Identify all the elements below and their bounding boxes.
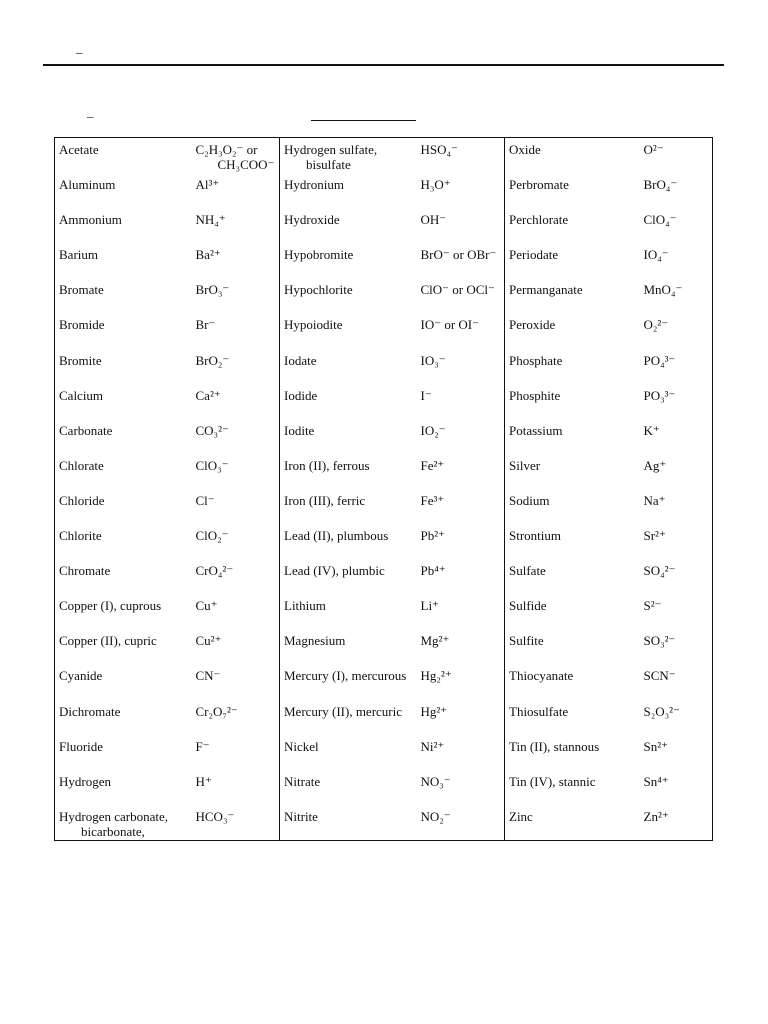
ion-formula: Cl⁻: [195, 492, 215, 508]
ion-formula: Ca²⁺: [195, 387, 221, 403]
ion-name-cell: [505, 313, 640, 348]
ion-formula: Mg²⁺: [420, 633, 450, 649]
ion-formula-cell: [640, 664, 713, 699]
ion-name-cell: [55, 173, 192, 208]
ion-name-cell: [505, 559, 640, 594]
table-row: [55, 735, 713, 770]
ion-formula-cell: [192, 594, 280, 629]
ion-formula: MnO₄⁻: [643, 282, 683, 298]
ion-formula: BrO₄⁻: [643, 177, 678, 193]
ion-name-cell: [280, 735, 417, 770]
ion-name: Fluoride: [59, 738, 104, 754]
ion-name-cell: [55, 700, 192, 735]
ion-name: Cyanide: [59, 668, 103, 684]
ion-name-cell: [55, 524, 192, 559]
ion-formula: S²⁻: [643, 598, 662, 614]
ion-name: Strontium: [509, 528, 562, 544]
ion-name-cell: [55, 770, 192, 805]
ion-name: Periodate: [509, 247, 559, 263]
ion-formula-cell: [192, 735, 280, 770]
ion-formula-cell: [640, 349, 713, 384]
ion-name-cell: [280, 770, 417, 805]
ion-formula: CN⁻: [195, 668, 221, 684]
ion-formula-cell: [640, 138, 713, 174]
ion-formula: IO₄⁻: [643, 247, 669, 263]
ion-formula: Li⁺: [420, 598, 439, 614]
ion-name: Dichromate: [59, 703, 121, 719]
ion-formula: O₂²⁻: [643, 317, 669, 333]
ion-name: Iodite: [284, 422, 315, 438]
ion-formula-cell: [192, 524, 280, 559]
ion-name-cell: [280, 664, 417, 699]
ion-name-cell: [505, 805, 640, 841]
ion-formula: F⁻: [195, 738, 210, 754]
ion-formula-cell: [640, 770, 713, 805]
ion-name-cell: [55, 384, 192, 419]
table-row: [55, 489, 713, 524]
ion-name: Iron (III), ferric: [284, 492, 366, 508]
ion-formula: BrO⁻ or OBr⁻: [420, 247, 497, 263]
ion-formula-cell: [417, 208, 505, 243]
table-row: [55, 278, 713, 313]
ion-formula: CrO₄²⁻: [195, 563, 234, 579]
ion-formula-cell: [417, 138, 505, 174]
ion-name-cell: [505, 419, 640, 454]
ion-name-cell: [505, 524, 640, 559]
table-row: [55, 138, 713, 174]
ion-name-cell: [505, 454, 640, 489]
ion-table-body: [55, 138, 713, 841]
ion-formula: Cr₂O₇²⁻: [195, 703, 238, 719]
ion-name-cell: [55, 454, 192, 489]
ion-name-cell: [55, 208, 192, 243]
ion-name-cell: [55, 489, 192, 524]
ion-name-cell: [55, 805, 192, 841]
ion-formula-cell: [417, 349, 505, 384]
ion-formula: Pb⁴⁺: [420, 563, 446, 579]
ion-name: Sulfite: [509, 633, 544, 649]
ion-formula-cell: [192, 770, 280, 805]
ion-formula-cell: [192, 278, 280, 313]
ion-formula: Hg²⁺: [420, 703, 448, 719]
ion-name-cell: [280, 313, 417, 348]
ion-name-cell: [280, 454, 417, 489]
ion-name: Lithium: [284, 598, 326, 614]
ion-formula-cell: [640, 805, 713, 841]
ion-formula-cell: [417, 384, 505, 419]
table-row: [55, 559, 713, 594]
table-row: [55, 454, 713, 489]
ion-formula-cell: [417, 243, 505, 278]
ion-formula-cell: [640, 489, 713, 524]
table-row: [55, 173, 713, 208]
ion-name: Ammonium: [59, 212, 122, 228]
ion-name-cell: [505, 735, 640, 770]
ion-formula-cell: [192, 664, 280, 699]
ion-formula: S₂O₃²⁻: [643, 703, 680, 719]
ion-name-cell: [505, 138, 640, 174]
table-row: [55, 805, 713, 841]
ion-name: Aluminum: [59, 177, 116, 193]
ion-formula-cell: [417, 559, 505, 594]
ion-name: Mercury (II), mercuric: [284, 703, 403, 719]
ion-formula: Sn²⁺: [643, 738, 668, 754]
ion-name: Hypobromite: [284, 247, 354, 263]
ion-formula-cell: [640, 559, 713, 594]
ion-name: Nickel: [284, 738, 319, 754]
ion-formula: O²⁻: [643, 142, 664, 157]
ion-formula: SO₄²⁻: [643, 563, 676, 579]
ion-name-cell: [505, 173, 640, 208]
ion-formula: IO₃⁻: [420, 352, 446, 368]
ion-formula: C₂H₃O₂⁻ or: [195, 142, 258, 157]
ion-name-cell: [280, 594, 417, 629]
ion-formula-cell: [192, 629, 280, 664]
table-row: [55, 349, 713, 384]
ion-formula: CO₃²⁻: [195, 422, 229, 438]
ion-formula: Cu⁺: [195, 598, 218, 614]
ion-name-cell: [505, 208, 640, 243]
ion-formula-cell: [640, 278, 713, 313]
ion-name: Tin (IV), stannic: [509, 773, 596, 789]
ion-name: Silver: [509, 457, 541, 473]
ion-formula-cell: [417, 524, 505, 559]
ion-name-cell: [55, 278, 192, 313]
ion-formula-cell: [192, 349, 280, 384]
ion-formula-cell: [192, 173, 280, 208]
ion-formula: I⁻: [420, 387, 432, 403]
ion-name: Perchlorate: [509, 212, 569, 228]
ion-name-cell: [505, 664, 640, 699]
ion-name-cell: [280, 805, 417, 841]
ion-formula: NO₃⁻: [420, 773, 451, 789]
ion-name: Hydrogen carbonate,: [59, 808, 169, 824]
ion-formula-cell: [640, 243, 713, 278]
ion-formula-cell: [417, 629, 505, 664]
ion-formula: BrO₂⁻: [195, 352, 230, 368]
ion-name-cell: [55, 629, 192, 664]
ion-formula: Zn²⁺: [643, 808, 669, 824]
table-row: [55, 700, 713, 735]
ion-formula-cell: [192, 208, 280, 243]
ion-formula-cell: [640, 524, 713, 559]
ion-name-cell: [55, 313, 192, 348]
ion-name: Lead (II), plumbous: [284, 528, 389, 544]
ion-name-cell: [280, 489, 417, 524]
ion-formula-cell: [192, 138, 280, 174]
ion-formula-cell: [640, 313, 713, 348]
ion-name-cell: [505, 243, 640, 278]
table-row: [55, 770, 713, 805]
ion-name: Bromate: [59, 282, 104, 298]
ion-name-cell: [55, 594, 192, 629]
table-row: [55, 419, 713, 454]
ion-name: Potassium: [509, 422, 563, 438]
ion-formula-cell: [192, 454, 280, 489]
ion-name-cell: [280, 138, 417, 174]
ion-name: Iodate: [284, 352, 317, 368]
ion-name-cell: [55, 349, 192, 384]
ion-formula-cell: [640, 419, 713, 454]
ion-formula-cell: [417, 594, 505, 629]
ion-name: Thiosulfate: [509, 703, 569, 719]
table-row: [55, 594, 713, 629]
ion-formula: H⁺: [195, 773, 212, 789]
ion-formula-cell: [192, 313, 280, 348]
ion-name: Thiocyanate: [509, 668, 574, 684]
ion-name-cell: [55, 559, 192, 594]
subheader-mark: _: [87, 104, 94, 119]
ion-formula-cell: [640, 173, 713, 208]
ion-name-cell: [280, 208, 417, 243]
ion-formula-cell: [417, 313, 505, 348]
ion-name: Sulfide: [509, 598, 547, 614]
ion-formula: Pb²⁺: [420, 528, 445, 544]
ion-name: Chlorite: [59, 528, 102, 544]
ion-name: Chloride: [59, 492, 105, 508]
ion-name-cell: [505, 384, 640, 419]
ion-name: Hypoiodite: [284, 317, 343, 333]
ion-name: Barium: [59, 247, 98, 263]
ion-formula: OH⁻: [420, 212, 447, 228]
table-row: [55, 629, 713, 664]
ion-name-cell: [505, 489, 640, 524]
ion-name: Permanganate: [509, 282, 583, 298]
ion-formula: CH₃COO⁻: [217, 157, 275, 172]
ion-name-cell: [280, 559, 417, 594]
ion-name: Nitrite: [284, 808, 318, 824]
ion-formula: HSO₄⁻: [420, 142, 458, 157]
ion-formula-cell: [417, 770, 505, 805]
ion-name: Phosphite: [509, 387, 561, 403]
ion-formula-cell: [640, 735, 713, 770]
ion-formula-cell: [192, 700, 280, 735]
ion-name: Bromide: [59, 317, 105, 333]
ion-formula: Hg₂²⁺: [420, 668, 452, 684]
ion-name: Chlorate: [59, 457, 104, 473]
ion-name-cell: [280, 700, 417, 735]
ion-name: Sodium: [509, 492, 550, 508]
ion-formula-cell: [640, 594, 713, 629]
ion-formula: Sr²⁺: [643, 528, 666, 544]
ion-name: Copper (I), cuprous: [59, 598, 162, 614]
ion-name-cell: [280, 524, 417, 559]
ion-formula: Ba²⁺: [195, 247, 221, 263]
ion-name: Calcium: [59, 387, 104, 403]
ion-name: Bromite: [59, 352, 102, 368]
ion-formula: Ag⁺: [643, 457, 667, 473]
ion-name-cell: [55, 735, 192, 770]
ion-name: Hydronium: [284, 177, 344, 193]
ion-formula: PO₃³⁻: [643, 387, 676, 403]
ion-formula: ClO₂⁻: [195, 528, 229, 544]
ion-formula: NO₂⁻: [420, 808, 451, 824]
table-row: [55, 384, 713, 419]
ion-formula: Ni²⁺: [420, 738, 445, 754]
ion-formula: IO₂⁻: [420, 422, 446, 438]
ion-name-cell: [280, 278, 417, 313]
ion-formula: Sn⁴⁺: [643, 773, 669, 789]
ion-formula-cell: [192, 384, 280, 419]
ion-formula: SCN⁻: [643, 668, 676, 684]
ion-name-cell: [55, 419, 192, 454]
ion-name-cell: [55, 138, 192, 174]
ion-name-line2: bicarbonate,: [81, 823, 145, 839]
ion-formula: HCO₃⁻: [195, 808, 235, 824]
ion-name: Phosphate: [509, 352, 563, 368]
ion-formula-cell: [192, 559, 280, 594]
table-row: [55, 524, 713, 559]
table-row: [55, 664, 713, 699]
ion-formula-cell: [192, 243, 280, 278]
header-rule: [43, 64, 724, 66]
ion-formula-cell: [640, 629, 713, 664]
ion-name-cell: [280, 419, 417, 454]
ion-name: Mercury (I), mercurous: [284, 668, 407, 684]
ion-name: Carbonate: [59, 422, 113, 438]
ion-formula: Cu²⁺: [195, 633, 222, 649]
ion-name: Hydroxide: [284, 212, 340, 228]
ion-name: Acetate: [59, 142, 99, 157]
header-mark: _: [76, 40, 83, 55]
ion-name-cell: [505, 770, 640, 805]
ion-formula-cell: [417, 454, 505, 489]
fill-in-blank-line: [311, 120, 416, 121]
ion-formula: ClO₃⁻: [195, 457, 229, 473]
ion-formula-cell: [417, 735, 505, 770]
ion-formula-cell: [192, 489, 280, 524]
ion-name: Iron (II), ferrous: [284, 457, 370, 473]
ion-formula: ClO₄⁻: [643, 212, 677, 228]
ion-name: Zinc: [509, 808, 533, 824]
ion-name-cell: [280, 349, 417, 384]
ion-name-cell: [505, 349, 640, 384]
ion-formula-cell: [417, 173, 505, 208]
ion-formula-cell: [417, 278, 505, 313]
ion-name: Chromate: [59, 563, 111, 579]
ion-formula-cell: [640, 384, 713, 419]
ion-name: Hydrogen: [59, 773, 111, 789]
ion-formula-cell: [417, 419, 505, 454]
ion-formula-cell: [417, 489, 505, 524]
ion-name: Lead (IV), plumbic: [284, 563, 385, 579]
ion-name-cell: [55, 243, 192, 278]
ion-formula: H₃O⁺: [420, 177, 451, 193]
table-row: [55, 313, 713, 348]
ion-formula: IO⁻ or OI⁻: [420, 317, 479, 333]
ion-formula: Fe³⁺: [420, 492, 445, 508]
table-row: [55, 243, 713, 278]
ion-formula: Al³⁺: [195, 177, 220, 193]
ion-formula-cell: [417, 805, 505, 841]
ion-formula-cell: [640, 208, 713, 243]
ion-formula-cell: [192, 419, 280, 454]
ion-name-cell: [55, 664, 192, 699]
ion-formula-cell: [417, 664, 505, 699]
ion-formula-cell: [417, 700, 505, 735]
ion-name-cell: [505, 594, 640, 629]
ion-name-cell: [280, 629, 417, 664]
ion-name: Iodide: [284, 387, 318, 403]
ion-name-cell: [505, 629, 640, 664]
ion-name: Hypochlorite: [284, 282, 353, 298]
ion-name: Copper (II), cupric: [59, 633, 157, 649]
ion-name: Magnesium: [284, 633, 346, 649]
ion-name-cell: [505, 278, 640, 313]
ion-name-cell: [505, 700, 640, 735]
ion-name: Tin (II), stannous: [509, 738, 600, 754]
ion-name-cell: [280, 173, 417, 208]
ion-formula: ClO⁻ or OCl⁻: [420, 282, 495, 298]
ion-name-cell: [280, 243, 417, 278]
ion-formula: NH₄⁺: [195, 212, 226, 228]
ion-name: Hydrogen sulfate,: [284, 142, 378, 157]
ion-name: Perbromate: [509, 177, 569, 193]
ion-name: Oxide: [509, 142, 541, 157]
ion-table: [54, 137, 713, 841]
ion-name-cell: [280, 384, 417, 419]
ion-formula: K⁺: [643, 422, 660, 438]
table-row: [55, 208, 713, 243]
ion-formula-cell: [640, 454, 713, 489]
ion-name: Nitrate: [284, 773, 321, 789]
ion-formula: PO₄³⁻: [643, 352, 676, 368]
ion-name: Peroxide: [509, 317, 556, 333]
ion-formula: SO₃²⁻: [643, 633, 676, 649]
ion-name-line2: bisulfate: [306, 157, 351, 172]
ion-formula: Fe²⁺: [420, 457, 445, 473]
ion-formula: BrO₃⁻: [195, 282, 230, 298]
ion-formula-cell: [640, 700, 713, 735]
ion-name: Sulfate: [509, 563, 546, 579]
ion-formula: Br⁻: [195, 317, 216, 333]
ion-formula: Na⁺: [643, 492, 666, 508]
ion-formula-cell: [192, 805, 280, 841]
